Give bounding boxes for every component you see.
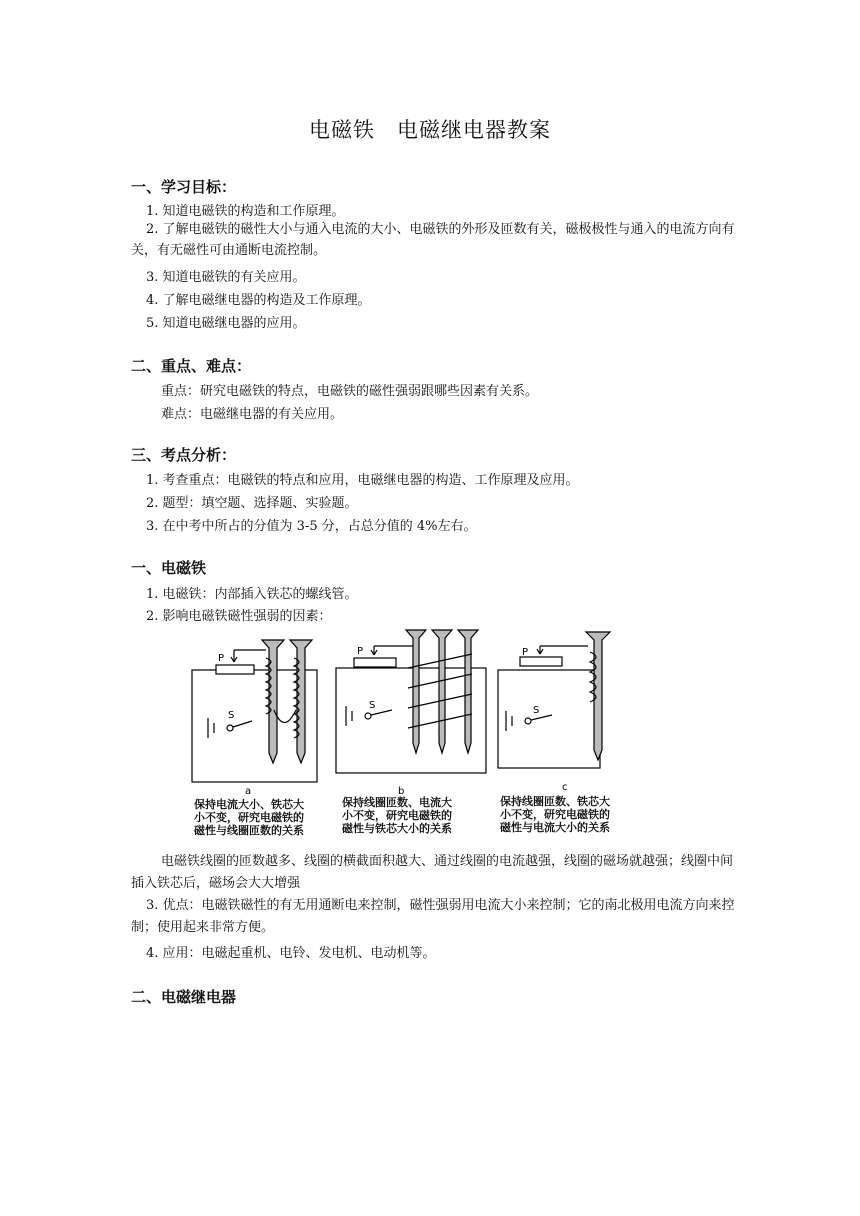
- goal-item-3: 3. 知道电磁铁的有关应用。: [146, 270, 306, 285]
- caption-c-line-3: 磁性与电流大小的关系: [500, 821, 610, 834]
- difficult-point-text: 难点：电磁继电器的有关应用。: [161, 407, 344, 422]
- exam-item-3: 3. 在中考中所占的分值为 3-5 分，占总分值的 4%左右。: [146, 519, 477, 534]
- panel-letter-b: b: [398, 786, 405, 797]
- caption-a-line-3: 磁性与线圈匝数的关系: [194, 824, 304, 837]
- label-p-b: P: [357, 646, 364, 657]
- circuit-c: [498, 632, 610, 768]
- caption-c-line-1: 保持线圈匝数、铁芯大: [500, 795, 610, 808]
- circuit-a: [192, 640, 317, 782]
- goal-item-4: 4. 了解电磁继电器的构造及工作原理。: [146, 293, 371, 308]
- exam-item-1: 1. 考查重点：电磁铁的特点和应用，电磁继电器的构造、工作原理及应用。: [146, 473, 579, 488]
- caption-a-line-2: 小不变，研究电磁铁的: [194, 811, 304, 824]
- caption-a-line-1: 保持电流大小、铁芯大: [194, 798, 304, 811]
- heading-relay: 二、电磁继电器: [131, 988, 237, 1006]
- document-title: 电磁铁 电磁继电器教案: [309, 118, 551, 142]
- panel-letter-c: c: [562, 782, 568, 793]
- electromagnet-item-2: 2. 影响电磁铁磁性强弱的因素：: [146, 609, 332, 624]
- heading-learning-goals: 一、学习目标：: [131, 178, 237, 196]
- key-point-text: 重点：研究电磁铁的特点，电磁铁的磁性强弱跟哪些因素有关系。: [161, 384, 539, 399]
- exam-item-2: 2. 题型：填空题、选择题、实验题。: [146, 496, 358, 511]
- caption-b-line-3: 磁性与铁芯大小的关系: [342, 822, 452, 835]
- heading-electromagnet: 一、电磁铁: [131, 559, 207, 577]
- label-s-b: S: [369, 700, 376, 711]
- electromagnet-item-3: 3. 优点：电磁铁磁性的有无用通断电来控制，磁性强弱用电流大小来控制；它的南北极用电流方向来控制；使用起来非常方便。: [131, 898, 735, 935]
- caption-c: [500, 795, 635, 834]
- heading-exam-analysis: 三、考点分析：: [131, 446, 237, 464]
- electromagnet-item-1: 1. 电磁铁：内部插入铁芯的螺线管。: [146, 587, 358, 602]
- heading-key-points: 二、重点、难点：: [131, 357, 252, 375]
- label-p-a: P: [218, 653, 225, 664]
- caption-b-line-2: 小不变，研究电磁铁的: [342, 809, 452, 822]
- label-p-c: P: [522, 647, 529, 658]
- caption-b: [342, 796, 477, 835]
- electromagnet-paragraph: 电磁铁线圈的匝数越多、线圈的横截面积越大、通过线圈的电流越强，线圈的磁场就越强；线圈中间插入铁芯后，磁场会大大增强: [131, 854, 734, 891]
- goal-item-5: 5. 知道电磁继电器的应用。: [146, 316, 306, 331]
- label-s-c: S: [533, 705, 540, 716]
- caption-a: [194, 798, 324, 837]
- caption-b-line-1: 保持线圈匝数、电流大: [342, 796, 452, 809]
- label-s-a: S: [228, 710, 235, 721]
- goal-item-2: 2. 了解电磁铁的磁性大小与通入电流的大小、电磁铁的外形及匝数有关，磁极极性与通入的电流方向有关，有无磁性可由通断电流控制。: [131, 222, 735, 258]
- goal-item-1: 1. 知道电磁铁的构造和工作原理。: [146, 204, 345, 219]
- caption-c-line-2: 小不变，研究电磁铁的: [500, 808, 610, 821]
- electromagnet-item-4: 4. 应用：电磁起重机、电铃、发电机、电动机等。: [146, 946, 436, 961]
- panel-letter-a: a: [245, 786, 252, 797]
- electromagnet-figure: [186, 628, 646, 847]
